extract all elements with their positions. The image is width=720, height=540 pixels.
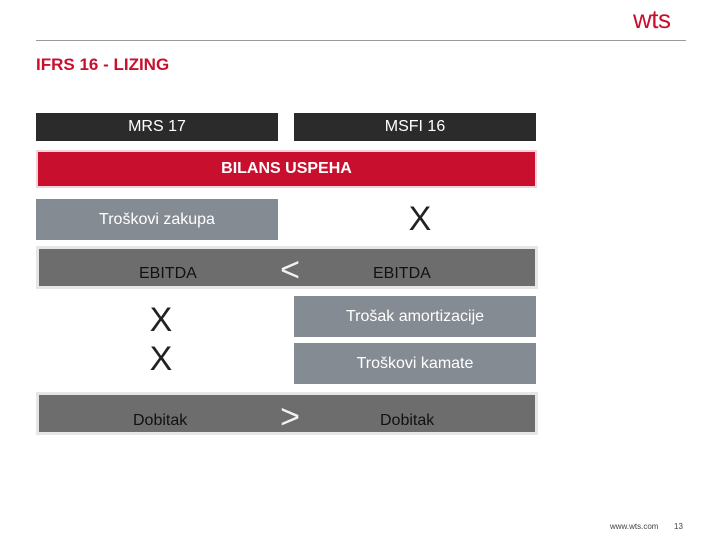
interest-box [294,343,536,384]
depreciation-box [294,296,536,337]
profit-left-label: Dobitak [133,412,188,429]
footer-url[interactable]: www.wts.com [610,522,659,531]
interest-label: Troškovi kamate [356,354,474,372]
slide-title: IFRS 16 - LIZING [36,55,170,74]
profit-comparison-symbol: > [280,398,300,436]
ebitda-left-label: EBITDA [139,265,197,282]
banner-label: BILANS USPEHA [221,160,352,177]
column-header-mrs17 [36,113,278,141]
depreciation-label: Trošak amortizacije [345,307,485,325]
income-statement-banner [36,150,537,188]
lease-costs-box [36,199,278,240]
ebitda-right-label: EBITDA [373,265,431,282]
header-divider [36,40,686,41]
profit-row [36,392,538,435]
depreciation-left-symbol: X [149,301,173,339]
lease-costs-label: Troškovi zakupa [99,210,215,228]
column-header-left-label: MRS 17 [128,118,186,135]
ebitda-row [36,246,538,289]
ebitda-comparison-symbol: < [280,251,300,289]
lease-costs-right-symbol: X [408,200,432,238]
page-number: 13 [674,522,683,531]
column-header-msfi16 [294,113,536,141]
wts-logo: wts [633,4,671,34]
profit-right-label: Dobitak [380,412,435,429]
column-header-right-label: MSFI 16 [384,118,446,135]
interest-left-symbol: X [149,340,173,378]
